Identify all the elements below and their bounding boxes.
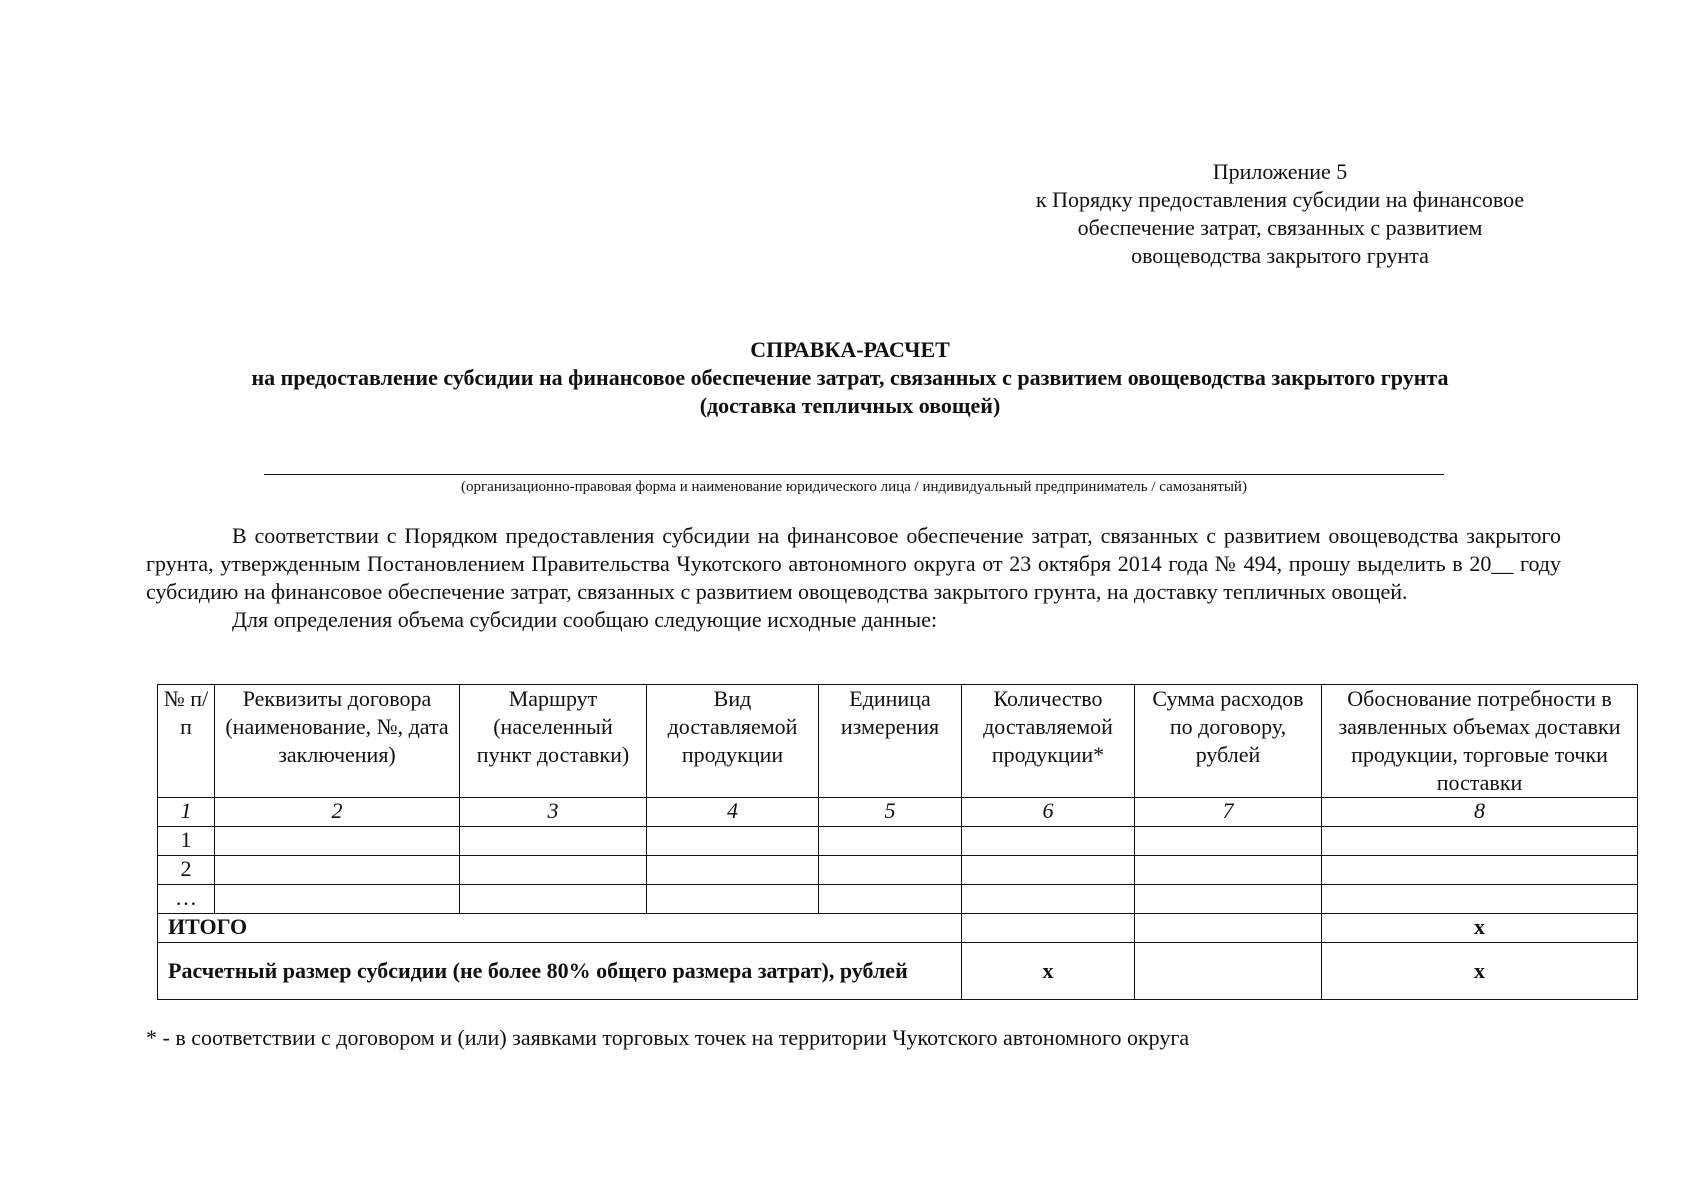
header-cell-justification: Обоснование потребности в заявленных объемах доставки продукции, торговые точки поставки [1322,685,1638,798]
header-cell-unit: Единица измерения [819,685,962,798]
column-number: 6 [962,798,1135,827]
header-cell-amount: Сумма расходов по договору, рублей [1135,685,1322,798]
table-cell[interactable] [1322,856,1638,885]
table-cell[interactable] [460,827,647,856]
calculated-subsidy-label: Расчетный размер субсидии (не более 80% общего размера затрат), рублей [158,943,962,1000]
title-subtitle: на предоставление субсидии на финансовое обеспечение затрат, связанных с развитием овощеводства закрытого грунта [251,365,1449,390]
request-paragraph: В соответствии с Порядком предоставления субсидии на финансовое обеспечение затрат, связанных с развитием овощеводства закрытого грунта, утвержденным Постановлением Правительства Чукотского автономного округа от 23 октября 2014 года № 494, прошу выделить в 20__ году субсидию на финансовое обеспечение затрат, связанных с развитием овощеводства закрытого грунта, на доставку тепличных овощей. [146,523,1561,604]
document-title [150,336,1550,420]
header-cell-number: № п/п [158,685,215,798]
column-number: 2 [215,798,460,827]
table-cell[interactable] [819,827,962,856]
row-number: 2 [158,856,215,885]
table-cell[interactable] [819,856,962,885]
title-subtitle-delivery: (доставка тепличных овощей) [699,393,1001,418]
subsidy-calculation-table [157,684,1638,1000]
appendix-line: обеспечение затрат, связанных с развитием [1077,215,1483,240]
header-cell-route: Маршрут (населенный пункт доставки) [460,685,647,798]
table-cell[interactable] [460,856,647,885]
total-label: ИТОГО [158,914,962,943]
table-row [158,856,1638,885]
calculated-quantity-cell: х [962,943,1135,1000]
appendix-header [960,158,1600,270]
table-header-row [158,685,1638,798]
column-number: 1 [158,798,215,827]
header-cell-contract: Реквизиты договора (наименование, №, дата заключения) [215,685,460,798]
total-row [158,914,1638,943]
column-number: 7 [1135,798,1322,827]
table-cell[interactable] [647,827,819,856]
organization-fill-line[interactable] [264,474,1444,475]
table-cell[interactable] [962,827,1135,856]
total-justification-cell: х [1322,914,1638,943]
table-row [158,885,1638,914]
table-cell[interactable] [647,856,819,885]
table-cell[interactable] [647,885,819,914]
table-cell[interactable] [1135,827,1322,856]
column-number: 4 [647,798,819,827]
total-amount-cell[interactable] [1135,914,1322,943]
table-cell[interactable] [962,856,1135,885]
header-cell-product-type: Вид доставляемой продукции [647,685,819,798]
row-number: 1 [158,827,215,856]
row-number: … [158,885,215,914]
organization-caption: (организационно-правовая форма и наименование юридического лица / индивидуальный предприниматель / самозанятый) [461,479,1247,495]
table-cell[interactable] [1322,885,1638,914]
footnote: * - в соответствии с договором и (или) заявками торговых точек на территории Чукотского автономного округа [146,1025,1190,1050]
column-number-row [158,798,1638,827]
table-cell[interactable] [1322,827,1638,856]
table-cell[interactable] [215,856,460,885]
table-cell[interactable] [215,827,460,856]
request-text [146,522,1561,634]
column-number: 3 [460,798,647,827]
appendix-line: Приложение 5 [1212,159,1348,184]
table-cell[interactable] [1135,885,1322,914]
table-cell[interactable] [819,885,962,914]
calculated-justification-cell: х [1322,943,1638,1000]
calculated-subsidy-row [158,943,1638,1000]
column-number: 8 [1322,798,1638,827]
total-quantity-cell[interactable] [962,914,1135,943]
column-number: 5 [819,798,962,827]
appendix-line: к Порядку предоставления субсидии на финансовое [1035,187,1525,212]
title-main: СПРАВКА-РАСЧЕТ [750,337,950,362]
table-cell[interactable] [215,885,460,914]
table-cell[interactable] [460,885,647,914]
appendix-line: овощеводства закрытого грунта [1131,243,1429,268]
calculated-amount-cell[interactable] [1135,943,1322,1000]
table-row [158,827,1638,856]
header-cell-quantity: Количество доставляемой продукции* [962,685,1135,798]
data-intro-paragraph: Для определения объема субсидии сообщаю следующие исходные данные: [232,607,938,632]
table-cell[interactable] [962,885,1135,914]
table-cell[interactable] [1135,856,1322,885]
